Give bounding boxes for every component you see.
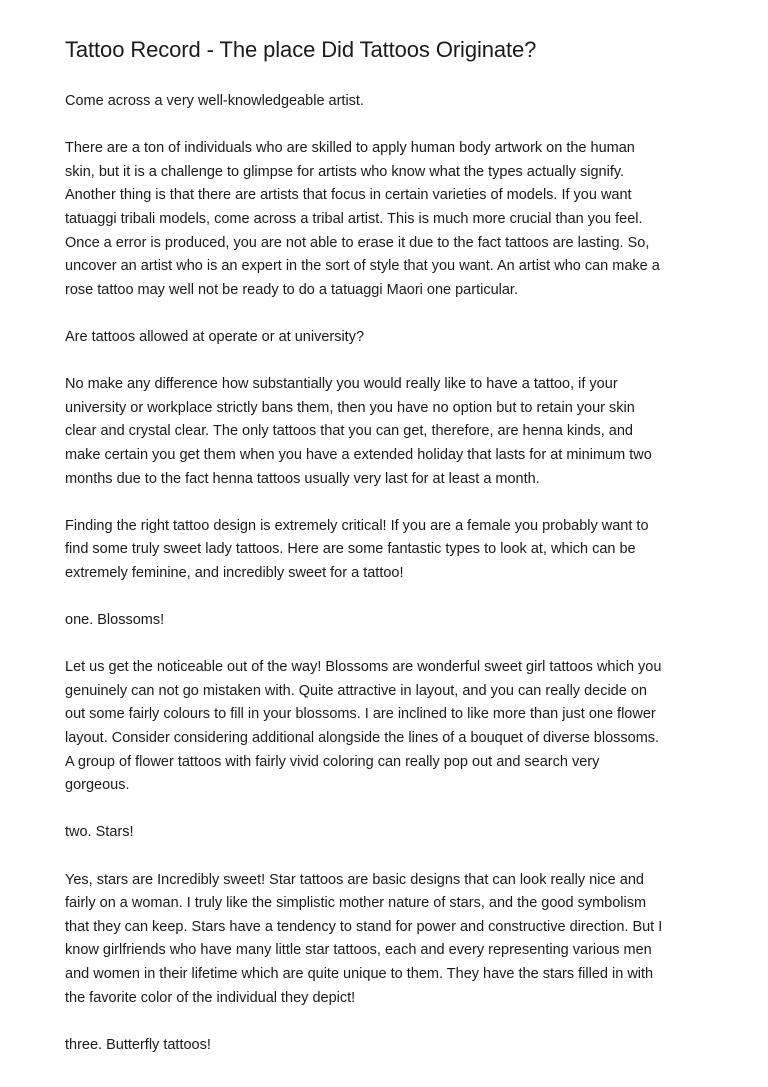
- paragraph: [65, 90, 715, 114]
- text-line: and women in their lifetime which are quite unique to them. They have the stars filled in with: [65, 965, 654, 982]
- text-line: A group of flower tattoos with fairly vivid coloring can really pop out and search very: [65, 753, 600, 770]
- text-line: gorgeous.: [65, 777, 130, 794]
- text-line: Let us get the noticeable out of the way! Blossoms are wonderful sweet girl tattoos which you: [65, 659, 662, 676]
- document-page: [65, 36, 715, 1081]
- text-line: months due to the fact henna tattoos usually very last for at least a month.: [65, 470, 540, 487]
- paragraph: [65, 869, 715, 1011]
- text-line: that they can keep. Stars have a tendency to stand for power and constructive direction. But I: [65, 918, 663, 935]
- section-heading: [65, 1034, 715, 1058]
- text-line: out some fairly colours to fill in your blossoms. I are inclined to like more than just one flower: [65, 706, 656, 723]
- paragraph: [65, 326, 715, 350]
- text-line: make certain you get them when you have a extended holiday that lasts for at minimum two: [65, 446, 652, 463]
- page-title: Tattoo Record - The place Did Tattoos Originate?: [65, 37, 537, 62]
- text-line: fairly on a woman. I truly like the simplistic mother nature of stars, and the good symbolism: [65, 895, 647, 912]
- text-line: Once a error is produced, you are not able to erase it due to the fact tattoos are lasting. So,: [65, 234, 650, 251]
- text-line: university or workplace strictly bans them, then you have no option but to retain your skin: [65, 399, 635, 416]
- section-heading: [65, 609, 715, 633]
- section-heading: [65, 821, 715, 845]
- text-line: one. Blossoms!: [65, 612, 165, 629]
- text-line: the favorite color of the individual they depict!: [65, 989, 356, 1006]
- text-line: Are tattoos allowed at operate or at university?: [65, 328, 365, 345]
- text-line: three. Butterfly tattoos!: [65, 1036, 211, 1053]
- paragraph: [65, 137, 715, 302]
- text-line: Yes, stars are Incredibly sweet! Star tattoos are basic designs that can look really nice and: [65, 871, 644, 888]
- paragraph: [65, 373, 715, 491]
- text-line: rose tattoo may well not be ready to do a tatuaggi Maori one particular.: [65, 281, 518, 298]
- text-line: Finding the right tattoo design is extremely critical! If you are a female you probably want to: [65, 517, 649, 534]
- text-line: uncover an artist who is an expert in the sort of style that you want. An artist who can make a: [65, 258, 660, 275]
- paragraph: [65, 656, 715, 798]
- text-line: No make any difference how substantially you would really like to have a tattoo, if your: [65, 376, 618, 393]
- text-line: layout. Consider considering additional alongside the lines of a bouquet of diverse blossoms.: [65, 730, 660, 747]
- text-line: extremely feminine, and incredibly sweet for a tattoo!: [65, 564, 404, 581]
- text-line: Another thing is that there are artists that focus in certain varieties of models. If you want: [65, 187, 632, 204]
- text-line: know girlfriends who have many little star tattoos, each and every representing various men: [65, 942, 652, 959]
- text-line: There are a ton of individuals who are skilled to apply human body artwork on the human: [65, 140, 635, 157]
- text-line: tatuaggi tribali models, come across a tribal artist. This is much more crucial than you feel.: [65, 210, 643, 227]
- text-line: find some truly sweet lady tattoos. Here are some fantastic types to look at, which can be: [65, 541, 636, 558]
- paragraph: [65, 515, 715, 586]
- text-line: skin, but it is a challenge to glimpse for artists who know what the types actually signify.: [65, 163, 625, 180]
- text-line: two. Stars!: [65, 824, 134, 841]
- text-line: Come across a very well-knowledgeable artist.: [65, 93, 364, 109]
- text-line: genuinely can not go mistaken with. Quite attractive in layout, and you can really decide on: [65, 682, 647, 699]
- text-line: clear and crystal clear. The only tattoos that you can get, therefore, are henna kinds, and: [65, 423, 633, 440]
